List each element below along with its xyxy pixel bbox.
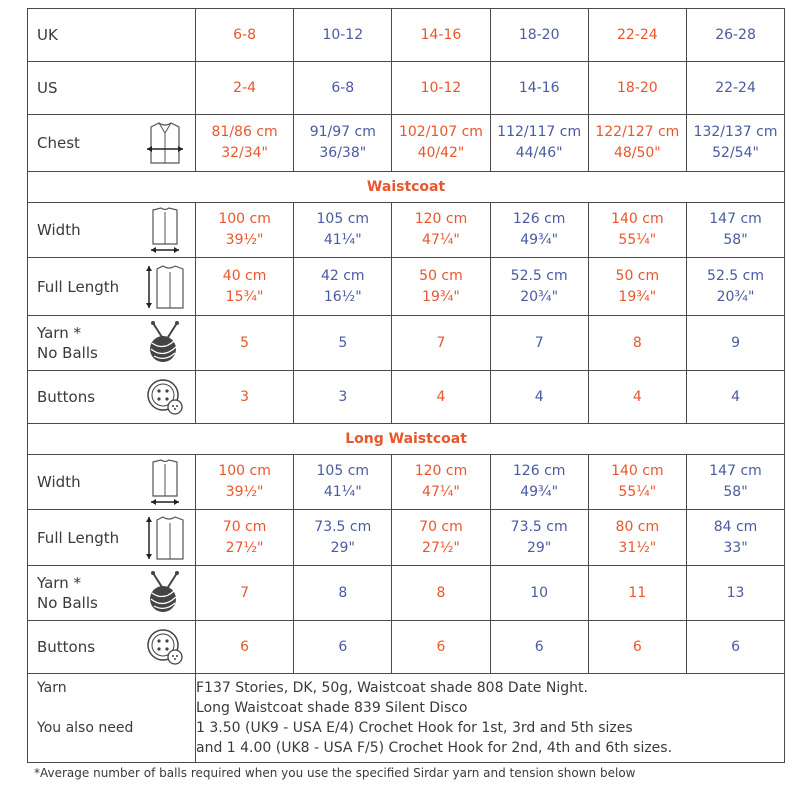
yarn-ball-icon (143, 319, 187, 367)
yarn-balls-row (28, 316, 785, 371)
full-length-label (28, 510, 196, 566)
imperial-value: 29" (330, 539, 355, 556)
value: 22-24 (715, 79, 756, 96)
buttons-cell (588, 621, 686, 674)
uk-size-label (28, 9, 196, 62)
width-cell (686, 455, 784, 510)
yarn-balls-cell (686, 316, 784, 371)
buttons-cell (392, 621, 490, 674)
full-length-cell (588, 258, 686, 316)
us-size-cell (686, 62, 784, 115)
width-label (28, 455, 196, 510)
value: 14-16 (518, 79, 560, 96)
imperial-value: 31½" (618, 539, 657, 556)
value: 7 (436, 334, 446, 351)
garment-chest-icon (143, 119, 187, 167)
chest-cell (686, 115, 784, 172)
imperial-value: 47¼" (422, 484, 460, 500)
chest-label-text: Chest (37, 134, 80, 152)
metric-value: 126 cm (512, 463, 566, 479)
value: 6 (436, 638, 446, 655)
width-cell (196, 203, 294, 258)
value: 22-24 (617, 26, 658, 43)
value: 5 (240, 334, 250, 351)
metric-value: 140 cm (611, 463, 664, 479)
full-length-cell (294, 510, 392, 566)
full-length-cell (588, 510, 686, 566)
width-cell (588, 455, 686, 510)
imperial-value: 48/50" (613, 145, 661, 161)
yarn-balls-label (28, 566, 196, 621)
us-size-cell (588, 62, 686, 115)
full-length-cell (490, 258, 588, 316)
full-length-cell (686, 258, 784, 316)
metric-value: 100 cm (218, 463, 271, 479)
us-size-label (28, 62, 196, 115)
garment-width-icon (143, 206, 187, 254)
chest-label (28, 115, 196, 172)
uk-size-cell (196, 9, 294, 62)
value: 4 (436, 388, 446, 405)
footnote: *Average number of balls required when you use the specified Sirdar yarn and tension shown below (34, 766, 636, 780)
yarn-balls-cell (392, 316, 490, 371)
metric-value: 132/137 cm (693, 124, 778, 140)
garment-length-icon (143, 263, 187, 311)
imperial-value: 52/54" (712, 145, 759, 161)
chest-cell (392, 115, 490, 172)
metric-value: 84 cm (713, 518, 758, 535)
full-length-cell (490, 510, 588, 566)
value: 10 (530, 584, 549, 601)
section-header-row (28, 424, 785, 455)
yarn-balls-label-text: No Balls (37, 344, 98, 362)
imperial-value: 16½" (323, 288, 362, 305)
imperial-value: 36/38" (319, 145, 367, 161)
metric-value: 81/86 cm (211, 124, 278, 140)
yarn-balls-cell (196, 566, 294, 621)
width-cell (588, 203, 686, 258)
imperial-value: 39½" (225, 232, 264, 248)
yarn-balls-label (28, 316, 196, 371)
us-size-cell (196, 62, 294, 115)
yarn-balls-cell (588, 566, 686, 621)
full-length-cell (196, 258, 294, 316)
buttons-row (28, 621, 785, 674)
metric-value: 70 cm (222, 518, 267, 535)
metric-value: 120 cm (414, 211, 468, 227)
imperial-value: 27½" (422, 539, 460, 556)
full-length-cell (196, 510, 294, 566)
width-row (28, 203, 785, 258)
imperial-value: 29" (527, 539, 552, 556)
yarn-ball-icon (143, 569, 187, 617)
metric-value: 50 cm (615, 267, 660, 284)
width-cell (196, 455, 294, 510)
width-label-text: Width (37, 221, 81, 239)
imperial-value: 32/34" (221, 145, 268, 161)
imperial-value: 47¼" (422, 232, 460, 248)
notes-labels (28, 674, 196, 763)
chest-cell (294, 115, 392, 172)
imperial-value: 49¾" (520, 484, 559, 500)
metric-value: 147 cm (709, 463, 762, 479)
garment-length-icon (143, 514, 187, 562)
width-cell (294, 455, 392, 510)
metric-value: 147 cm (709, 211, 762, 227)
imperial-value: 58" (723, 232, 748, 248)
notes-line: Long Waistcoat shade 839 Silent Disco (196, 700, 468, 716)
width-cell (490, 455, 588, 510)
value: 6-8 (233, 26, 257, 43)
imperial-value: 55¼" (618, 232, 657, 248)
imperial-value: 39½" (225, 484, 264, 500)
section-title: Waistcoat (28, 172, 785, 203)
value: 4 (534, 388, 544, 405)
notes-line: and 1 4.00 (UK8 - USA F/5) Crochet Hook for 2nd, 4th and 6th sizes. (196, 740, 673, 756)
yarn-balls-label-text: Yarn * (37, 324, 81, 342)
buttons-cell (196, 371, 294, 424)
width-row (28, 455, 785, 510)
buttons-label (28, 371, 196, 424)
value: 10-12 (420, 79, 462, 96)
buttons-cell (294, 371, 392, 424)
metric-value: 105 cm (316, 463, 370, 479)
metric-value: 52.5 cm (510, 267, 568, 284)
metric-value: 91/97 cm (309, 124, 376, 140)
yarn-balls-cell (294, 316, 392, 371)
uk-size-cell (686, 9, 784, 62)
full-length-row (28, 258, 785, 316)
metric-value: 73.5 cm (314, 518, 372, 535)
imperial-value: 40/42" (417, 145, 465, 161)
value: 2-4 (233, 79, 257, 96)
imperial-value: 20¾" (520, 288, 559, 305)
buttons-label (28, 621, 196, 674)
buttons-cell (686, 371, 784, 424)
buttons-label-text: Buttons (37, 388, 96, 406)
us-size-row (28, 62, 785, 115)
imperial-value: 33" (723, 539, 748, 556)
value: 5 (338, 334, 348, 351)
uk-size-label-text: UK (37, 26, 58, 44)
imperial-value: 41¼" (323, 232, 362, 248)
buttons-cell (196, 621, 294, 674)
value: 14-16 (420, 26, 462, 43)
metric-value: 120 cm (414, 463, 468, 479)
buttons-cell (490, 371, 588, 424)
yarn-balls-label-text: Yarn * (37, 574, 81, 592)
button-icon (143, 623, 187, 671)
yarn-balls-cell (490, 566, 588, 621)
metric-value: 122/127 cm (595, 124, 680, 140)
value: 26-28 (715, 26, 756, 43)
value: 18-20 (518, 26, 560, 43)
value: 8 (338, 584, 348, 601)
notes-line: F137 Stories, DK, 50g, Waistcoat shade 808 Date Night. (196, 680, 588, 696)
us-size-cell (392, 62, 490, 115)
metric-value: 140 cm (611, 211, 664, 227)
yarn-balls-cell (588, 316, 686, 371)
notes-text (196, 674, 785, 763)
value: 6 (338, 638, 348, 655)
width-cell (490, 203, 588, 258)
imperial-value: 27½" (225, 539, 264, 556)
full-length-cell (392, 258, 490, 316)
metric-value: 40 cm (222, 267, 267, 284)
yarn-balls-cell (294, 566, 392, 621)
value: 8 (436, 584, 446, 601)
uk-size-row (28, 9, 785, 62)
value: 10-12 (322, 26, 364, 43)
value: 6 (731, 638, 740, 655)
metric-value: 70 cm (419, 518, 463, 535)
uk-size-cell (588, 9, 686, 62)
imperial-value: 41¼" (323, 484, 362, 500)
value: 7 (240, 584, 250, 601)
you-also-need-label: You also need (37, 720, 134, 736)
value: 8 (632, 334, 642, 351)
value: 13 (726, 584, 745, 601)
section-title: Long Waistcoat (28, 424, 785, 455)
imperial-value: 58" (723, 484, 748, 500)
metric-value: 73.5 cm (510, 518, 568, 535)
yarn-balls-cell (196, 316, 294, 371)
metric-value: 52.5 cm (707, 267, 765, 284)
metric-value: 126 cm (512, 211, 566, 227)
full-length-row (28, 510, 785, 566)
button-icon (143, 373, 187, 421)
value: 6 (632, 638, 642, 655)
full-length-cell (392, 510, 490, 566)
chest-cell (196, 115, 294, 172)
metric-value: 42 cm (320, 267, 365, 284)
imperial-value: 19¾" (618, 288, 657, 305)
value: 6 (240, 638, 250, 655)
value: 11 (628, 584, 647, 601)
value: 6 (534, 638, 544, 655)
full-length-cell (294, 258, 392, 316)
us-size-label-text: US (37, 79, 58, 97)
value: 4 (731, 388, 740, 405)
chest-cell (490, 115, 588, 172)
yarn-balls-cell (490, 316, 588, 371)
value: 3 (338, 388, 348, 405)
width-label-text: Width (37, 473, 81, 491)
imperial-value: 44/46" (515, 145, 563, 161)
metric-value: 80 cm (615, 518, 660, 535)
yarn-balls-label-text: No Balls (37, 594, 98, 612)
yarn-label: Yarn (37, 680, 67, 696)
full-length-cell (686, 510, 784, 566)
width-label (28, 203, 196, 258)
imperial-value: 55¼" (618, 484, 657, 500)
uk-size-cell (392, 9, 490, 62)
value: 18-20 (617, 79, 658, 96)
metric-value: 100 cm (218, 211, 271, 227)
value: 7 (534, 334, 544, 351)
us-size-cell (490, 62, 588, 115)
buttons-cell (392, 371, 490, 424)
value: 9 (731, 334, 740, 351)
imperial-value: 15¾" (225, 288, 264, 305)
uk-size-cell (490, 9, 588, 62)
buttons-cell (294, 621, 392, 674)
value: 4 (632, 388, 642, 405)
width-cell (392, 455, 490, 510)
section-header-row (28, 172, 785, 203)
buttons-label-text: Buttons (37, 638, 96, 656)
width-cell (686, 203, 784, 258)
metric-value: 105 cm (316, 211, 370, 227)
width-cell (294, 203, 392, 258)
value: 3 (240, 388, 250, 405)
width-cell (392, 203, 490, 258)
yarn-balls-cell (686, 566, 784, 621)
notes-line: 1 3.50 (UK9 - USA E/4) Crochet Hook for 1st, 3rd and 5th sizes (196, 720, 633, 736)
metric-value: 112/117 cm (497, 124, 582, 140)
metric-value: 102/107 cm (398, 124, 483, 140)
garment-width-icon (143, 458, 187, 506)
imperial-value: 19¾" (422, 288, 460, 305)
buttons-cell (490, 621, 588, 674)
uk-size-cell (294, 9, 392, 62)
size-chart-table (27, 8, 785, 763)
us-size-cell (294, 62, 392, 115)
full-length-label-text: Full Length (37, 528, 120, 547)
full-length-label (28, 258, 196, 316)
full-length-label-text: Full Length (37, 277, 120, 296)
buttons-cell (686, 621, 784, 674)
metric-value: 50 cm (419, 267, 463, 284)
notes-row (28, 674, 785, 763)
yarn-balls-row (28, 566, 785, 621)
chest-row (28, 115, 785, 172)
chest-cell (588, 115, 686, 172)
imperial-value: 20¾" (716, 288, 755, 305)
value: 6-8 (331, 79, 355, 96)
imperial-value: 49¾" (520, 232, 559, 248)
buttons-cell (588, 371, 686, 424)
yarn-balls-cell (392, 566, 490, 621)
buttons-row (28, 371, 785, 424)
